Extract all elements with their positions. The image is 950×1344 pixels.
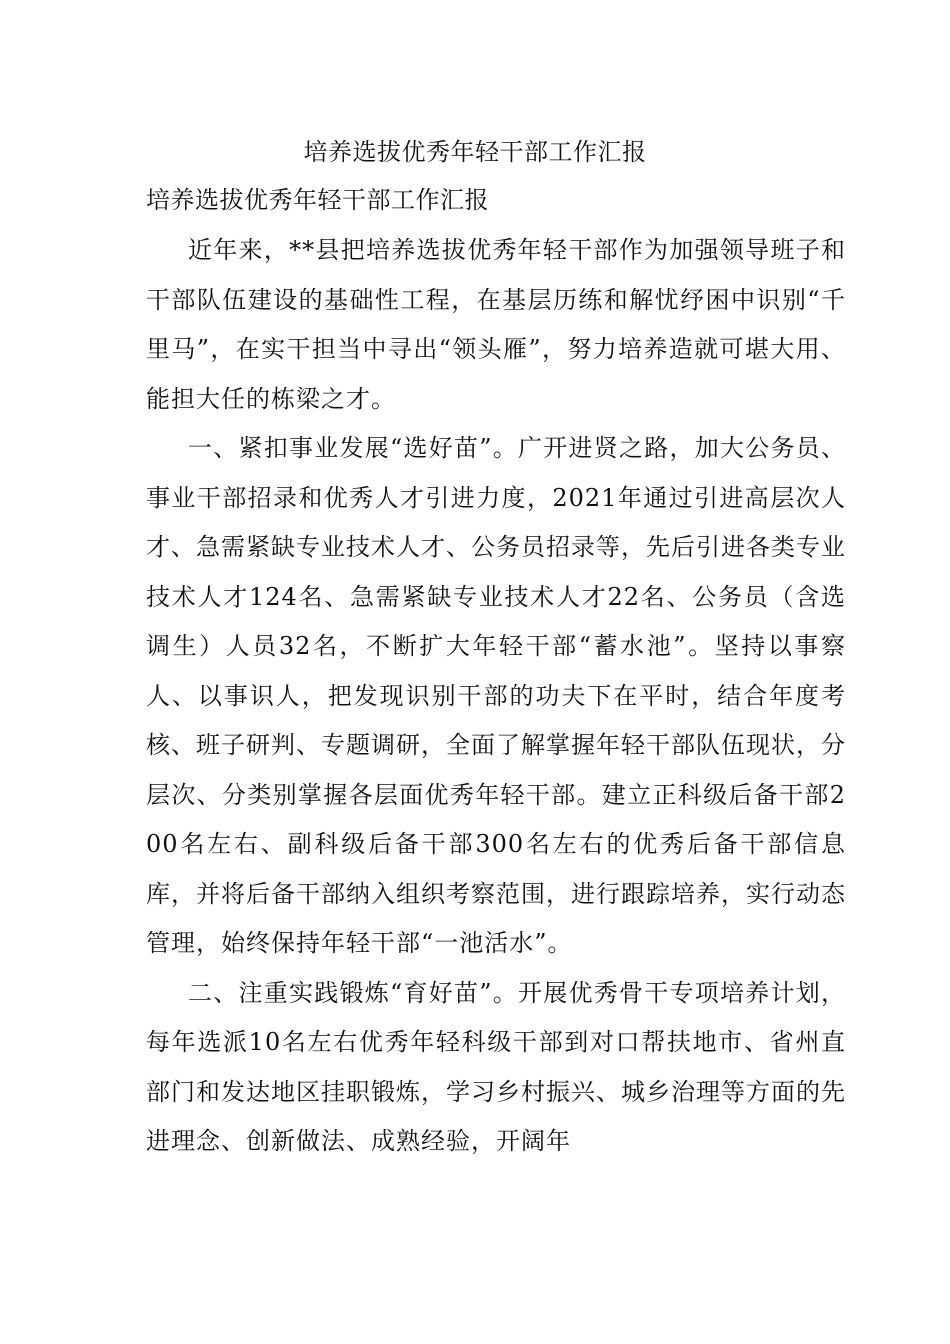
document-subtitle: 培养选拔优秀年轻干部工作汇报 xyxy=(146,186,489,214)
paragraph-section-one: 一、紧扣事业发展“选好苗”。广开进贤之路，加大公务员、事业干部招录和优秀人才引进力度，2021年通过引进高层次人才、急需紧缺专业技术人才、公务员招录等，先后引进各类专业技术人才124名、急需紧缺专业技术人才22名、公务员（含选调生）人员32名，不断扩大年轻干部“蓄水池”。坚持以事察人、以事识人，把发现识别干部的功夫下在平时，结合年度考核、班子研判、专题调研，全面了解掌握年轻干部队伍现状，分层次、分类别掌握各层面优秀年轻干部。建立正科级后备干部200名左右、副科级后备干部300名左右的优秀后备干部信息库，并将后备干部纳入组织考察范围，进行跟踪培养，实行动态管理，始终保持年轻干部“一池活水”。 xyxy=(146,434,846,957)
paragraph-section-two: 二、注重实践锻炼“育好苗”。开展优秀骨干专项培养计划，每年选派10名左右优秀年轻科级干部到对口帮扶地市、省州直部门和发达地区挂职锻炼，学习乡村振兴、城乡治理等方面的先进理念、创新做法、成熟经验，开阔年 xyxy=(146,978,846,1155)
document-body xyxy=(146,226,846,1167)
document-title: 培养选拔优秀年轻干部工作汇报 xyxy=(303,138,647,166)
paragraph-intro: 近年来，**县把培养选拔优秀年轻干部作为加强领导班子和干部队伍建设的基础性工程，在基层历练和解忧纾困中识别“千里马”，在实干担当中寻出“领头雁”，努力培养造就可堪大用、能担大任的栋梁之才。 xyxy=(146,236,846,413)
